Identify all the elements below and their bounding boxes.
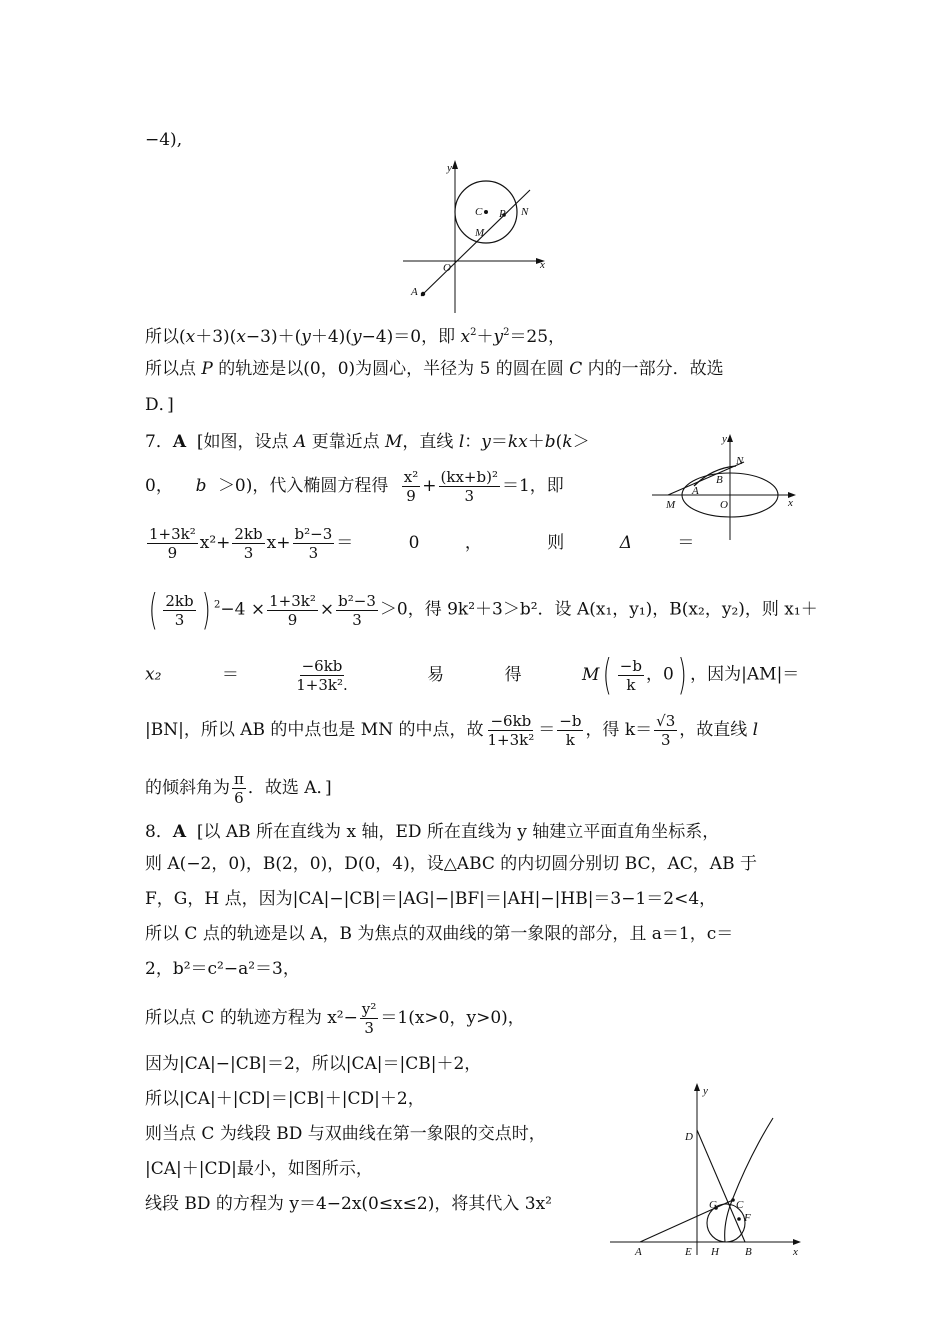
text-line: 所以(x＋3)(x−3)＋(y＋4)(y−4)＝0，即 $x^2+y^2=25$， — [145, 327, 566, 347]
text-line: |BN|，所以 AB 的中点也是 MN 的中点，故 $\frac{-6kb}{\text{1+3k²}}$ ＝ $\frac{-b}{k}$ ，得 k＝ $\frac{√3}{3}$ ，故直线 l — [145, 712, 759, 749]
text-line: 所以点 P 的轨迹是以(0，0)为圆心，半径为 5 的圆在圆 C 内的一部分．故选 — [145, 359, 724, 379]
text-line: D．] — [145, 395, 174, 415]
text-line: 则当点 C 为线段 BD 与双曲线在第一象限的交点时， — [145, 1124, 546, 1144]
text-line: 8．A [以 AB 所在直线为 x 轴，ED 所在直线为 y 轴建立平面直角坐标系， — [145, 822, 720, 842]
text-line: 2，b²＝c²−a²＝3， — [145, 959, 300, 979]
text-line: 所以点 C 的轨迹方程为 x²− $\frac{\text{y²}}{3}$ ＝1(x>0，y>0)， — [145, 1000, 525, 1037]
point-b-label: B — [745, 1246, 752, 1258]
text-line: 0， b ＞0)，代入椭圆方程得 $\frac{\text{x²}}{9}$ + $\frac{\text{(kx+b)²}}{3}$ ＝1，即 — [145, 468, 564, 505]
text-line: 则 A(−2，0)，B(2，0)，D(0，4)，设△ABC 的内切圆分别切 BC，AC，AB 于 — [145, 854, 757, 874]
origin-label: O — [443, 262, 451, 274]
x-axis-label: x — [788, 497, 793, 509]
point-p-label: P — [499, 208, 506, 220]
text-line: F，G，H 点，因为|CA|−|CB|＝|AG|−|BF|＝|AH|−|HB|＝3−1＝2<4， — [145, 889, 717, 909]
text-line: −4), — [145, 130, 183, 150]
text-line: x₂ ＝ $\frac{-6kb}{\text{1+3k².}}$ 易 得 M( $\frac{-b}{k}$ ，0) ，因为|AM|＝ — [145, 650, 800, 699]
point-m-label: M — [666, 499, 676, 511]
point-g-label: G — [709, 1199, 717, 1211]
x-axis-label: x — [793, 1246, 798, 1258]
point-c-label: C — [736, 1199, 744, 1211]
text-line: 7．A [如图，设点 A 更靠近点 M，直线 l：y＝kx＋b(k＞ — [145, 432, 590, 452]
figure-circle-line — [395, 155, 555, 319]
point-n-label: N — [521, 206, 529, 218]
point-m-label: M — [475, 227, 485, 239]
x-axis-label: x — [540, 259, 545, 271]
point-n-label: N — [736, 455, 744, 467]
text-line: 线段 BD 的方程为 y＝4−2x(0≤x≤2)，将其代入 3x² — [145, 1194, 552, 1214]
text-line: 所以 C 点的轨迹是以 A，B 为焦点的双曲线的第一象限的部分，且 a＝1，c＝ — [145, 924, 734, 944]
y-axis-label: y — [447, 162, 452, 174]
text-line: |CA|＋|CD|最小，如图所示， — [145, 1159, 373, 1179]
y-axis-label: y — [703, 1085, 708, 1097]
point-d-label: D — [685, 1131, 693, 1143]
point-a-label: A — [692, 485, 699, 497]
point-h-label: H — [711, 1246, 719, 1258]
point-f-label: F — [744, 1212, 751, 1224]
point-a-label: A — [635, 1246, 642, 1258]
point-e-label: E — [685, 1246, 692, 1258]
text-line: 的倾斜角为 $\frac{\pi}{6}$ ．故选 A．] — [145, 770, 332, 807]
text-line: 所以|CA|＋|CD|＝|CB|＋|CD|＋2， — [145, 1089, 425, 1109]
origin-label: O — [720, 499, 728, 511]
point-b-label: B — [716, 474, 723, 486]
text-line: ( $\frac{2kb}{3}$ ) $^2$−4 × $\frac{\text{1+3k²}}{9}$ × $\frac{\text{b²−3}}{3}$ ＞0，得 9k²＋3＞b²．设 A(x₁，y₁)，B(x₂，y₂)，则 x₁＋ — [148, 585, 818, 634]
text-line: 因为|CA|−|CB|＝2，所以|CA|＝|CB|＋2， — [145, 1054, 482, 1074]
text-line: $\frac{\text{1+3k²}}{9}$ x²+ $\frac{2kb}{3}$ x+ $\frac{\text{b²−3}}{3}$ ＝ 0 ， 则 Δ ＝ — [149, 525, 695, 562]
point-a-label: A — [411, 286, 418, 298]
y-axis-label: y — [722, 433, 727, 445]
figure-hyperbola — [605, 1080, 805, 1264]
point-c-label: C — [475, 206, 483, 218]
